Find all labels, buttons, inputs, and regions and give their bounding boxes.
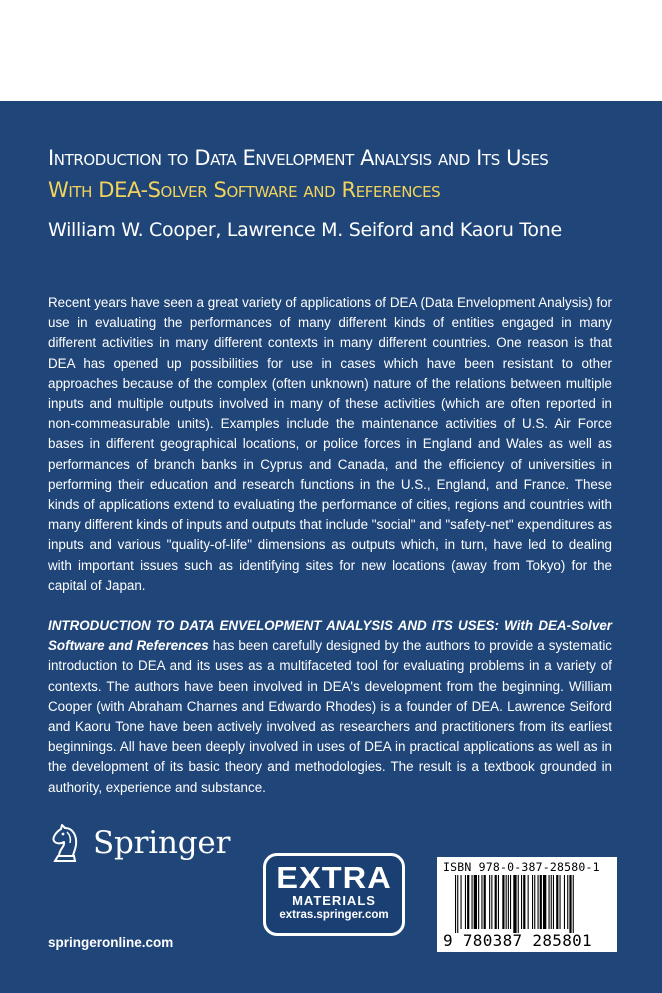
isbn-barcode <box>437 857 617 952</box>
barcode-bar <box>523 875 525 929</box>
barcode-bar <box>472 875 473 929</box>
book-title: Introduction to Data Envelopment Analysis and Its Uses <box>48 146 549 170</box>
barcode-bar <box>573 875 574 933</box>
barcode-bar <box>502 875 504 929</box>
barcode-bar <box>481 875 482 929</box>
barcode-bar <box>564 875 565 929</box>
description-paragraph-2 <box>48 616 612 798</box>
barcode-bar <box>506 875 507 929</box>
back-cover <box>0 101 662 993</box>
barcode-bar <box>567 875 568 929</box>
book-authors: William W. Cooper, Lawrence M. Seiford and Kaoru Tone <box>48 219 562 241</box>
barcode-bar <box>465 875 466 929</box>
extra-materials-label: MATERIALS <box>292 893 376 908</box>
barcode-bar <box>532 875 533 929</box>
barcode-bar <box>543 875 546 929</box>
barcode-bar <box>518 875 519 933</box>
knight-chess-piece-icon <box>47 823 83 863</box>
barcode-bar <box>491 875 492 929</box>
barcode-bar <box>474 875 477 929</box>
barcode-bar <box>556 875 558 929</box>
barcode-bar <box>534 875 535 929</box>
barcode-bar <box>510 875 511 929</box>
ean-number: 9 780387 285801 <box>443 931 592 950</box>
description <box>48 293 612 798</box>
barcode-bar <box>569 875 571 933</box>
description-paragraph-2-text: has been carefully designed by the authors to provide a systematic introduction to DEA and its uses as a multifaceted tool for evaluating problems in a variety of contexts. The authors have been involved in DEA's development from the beginning. William Cooper (with Abraham Charnes and Edwardo Rhodes) is a founder of DEA. Lawrence Seiford and Kaoru Tone have been actively involved as researchers and practitioners from its earliest beginnings. All have been deeply involved in uses of DEA in practical applications as well as in the development of its basic theory and methodologies. The result is a textbook grounded in authority, experience and substance. <box>48 638 612 795</box>
barcode-icon <box>443 875 611 933</box>
barcode-bar <box>521 875 522 929</box>
barcode-bar <box>455 875 456 933</box>
description-paragraph-1: Recent years have seen a great variety of applications of DEA (Data Envelopment Analysis) for use in evaluating the performances of many different kinds of entities engaged in many different activities in many different contexts in many different countries. One reason is that DEA has opened up possibilities for use in cases which have been resistant to other approaches because of the complex (often unknown) nature of the relations between multiple inputs and multiple outputs involved in many of these activities (which are often reported in non-commeasurable units). Examples include the maintenance activities of U.S. Air Force bases in different geographical locations, or police forces in England and Wales as well as performances of branch banks in Cyprus and Canada, and the efficiency of universities in performing their education and research functions in the U.S., England, and France. These kinds of applications extend to evaluating the performance of cities, regions and countries with many different kinds of inputs and outputs that include "social" and "safety-net" expenditures as inputs and various "quality-of-life" dimensions as outputs which, in turn, have led to dealing with important issues such as identifying sites for new locations (away from Tokyo) for the capital of Japan. <box>48 295 612 593</box>
springer-wordmark: Springer <box>93 825 231 861</box>
barcode-bar <box>498 875 499 929</box>
publisher-url[interactable]: springeronline.com <box>48 935 174 950</box>
description-title-emphasis: INTRODUCTION TO DATA ENVELOPMENT ANALYSIS AND ITS USES: With DEA-Solver Software and References <box>48 618 612 654</box>
barcode-bar <box>467 875 469 929</box>
barcode-bar <box>560 875 561 929</box>
extra-word: EXTRA <box>276 860 392 895</box>
isbn-number: ISBN 978-0-387-28580-1 <box>443 860 600 874</box>
barcode-bar <box>551 875 552 929</box>
barcode-bar <box>508 875 509 929</box>
barcode-bar <box>513 875 516 933</box>
barcode-bar <box>461 875 462 929</box>
barcode-bar <box>528 875 529 929</box>
barcode-bar <box>489 875 490 929</box>
barcode-bar <box>553 875 554 929</box>
barcode-bar <box>478 875 479 929</box>
barcode-bar <box>540 875 542 929</box>
springer-logo <box>47 823 230 863</box>
barcode-bar <box>538 875 539 929</box>
barcode-bar <box>495 875 497 929</box>
barcode-bar <box>484 875 486 929</box>
extra-materials-badge[interactable] <box>263 853 405 936</box>
barcode-bar <box>457 875 458 933</box>
extra-materials-site: extras.springer.com <box>279 909 389 921</box>
barcode-bar <box>549 875 550 929</box>
book-subtitle: With DEA-Solver Software and References <box>48 178 441 202</box>
